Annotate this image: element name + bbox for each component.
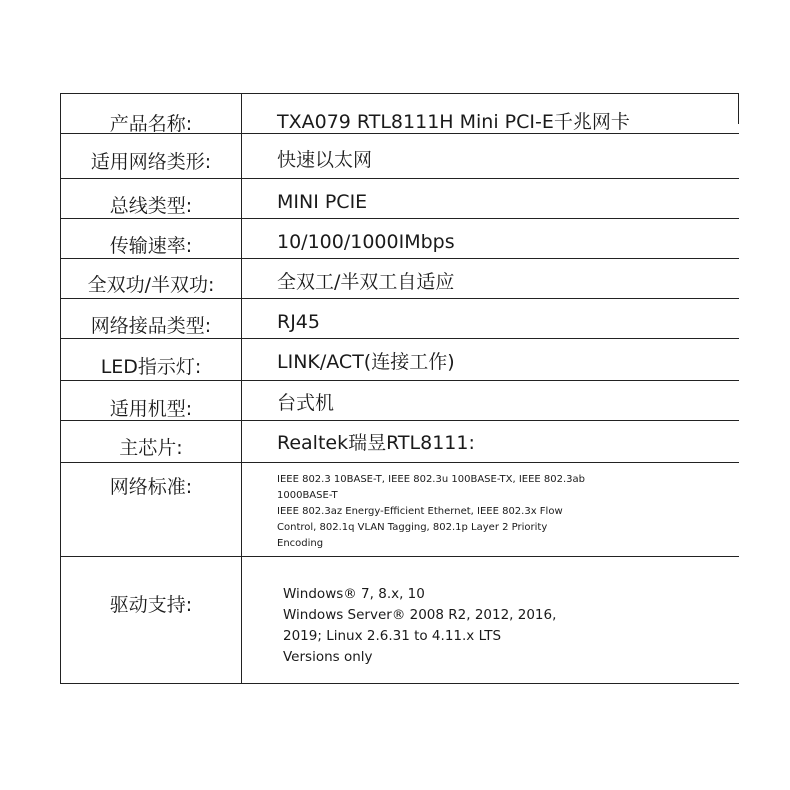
table-row <box>61 179 739 219</box>
table-row-network-standard <box>61 463 739 557</box>
table-row <box>61 219 739 259</box>
spec-table <box>60 93 739 684</box>
row-label: 传输速率: <box>109 235 193 257</box>
text-line: 2019; Linux 2.6.31 to 4.11.x LTS <box>283 628 502 644</box>
row-label: 总线类型: <box>109 195 193 217</box>
text-line: Control, 802.1q VLAN Tagging, 802.1p Layer 2 Priority <box>277 522 548 533</box>
text-line: Versions only <box>283 649 373 665</box>
text-line: Windows® 7, 8.x, 10 <box>283 586 425 602</box>
table-row <box>61 134 739 179</box>
row-value: RJ45 <box>277 311 320 333</box>
text-line: Windows Server® 2008 R2, 2012, 2016, <box>283 607 557 623</box>
row-label: 适用网络类形: <box>90 151 212 173</box>
table-row <box>61 299 739 339</box>
row-value: MINI PCIE <box>277 191 368 213</box>
row-value: 10/100/1000IMbps <box>277 231 455 253</box>
row-value: 台式机 <box>277 392 335 414</box>
table-row <box>61 94 739 134</box>
table-row <box>61 381 739 421</box>
row-label: 网络标准: <box>109 476 193 498</box>
table-row <box>61 259 739 299</box>
text-line: Encoding <box>277 538 324 549</box>
row-value: Realtek瑞昱RTL8111: <box>277 432 475 454</box>
table-row <box>61 339 739 381</box>
text-line: IEEE 802.3 10BASE-T, IEEE 802.3u 100BASE-TX, IEEE 802.3ab <box>277 474 586 485</box>
table-row-driver-support <box>61 557 739 684</box>
text-line: IEEE 802.3az Energy-Efficient Ethernet, IEEE 802.3x Flow <box>277 506 563 517</box>
row-label: 驱动支持: <box>109 594 193 616</box>
table-row <box>61 421 739 463</box>
row-value: 快速以太网 <box>277 149 373 171</box>
row-label: 全双功/半双功: <box>87 274 215 296</box>
network-standard-text <box>277 472 637 552</box>
row-label: 产品名称: <box>109 113 193 135</box>
text-line: 1000BASE-T <box>277 490 338 501</box>
row-value: TXA079 RTL8111H Mini PCI-E千兆网卡 <box>277 111 630 133</box>
row-label: 网络接品类型: <box>90 315 212 337</box>
row-value: LINK/ACT(连接工作) <box>277 351 455 373</box>
row-label: 适用机型: <box>109 398 193 420</box>
driver-support-text <box>283 584 603 668</box>
row-label: LED指示灯: <box>100 356 202 378</box>
row-value: 全双工/半双工自适应 <box>277 271 455 293</box>
row-label: 主芯片: <box>119 437 183 459</box>
